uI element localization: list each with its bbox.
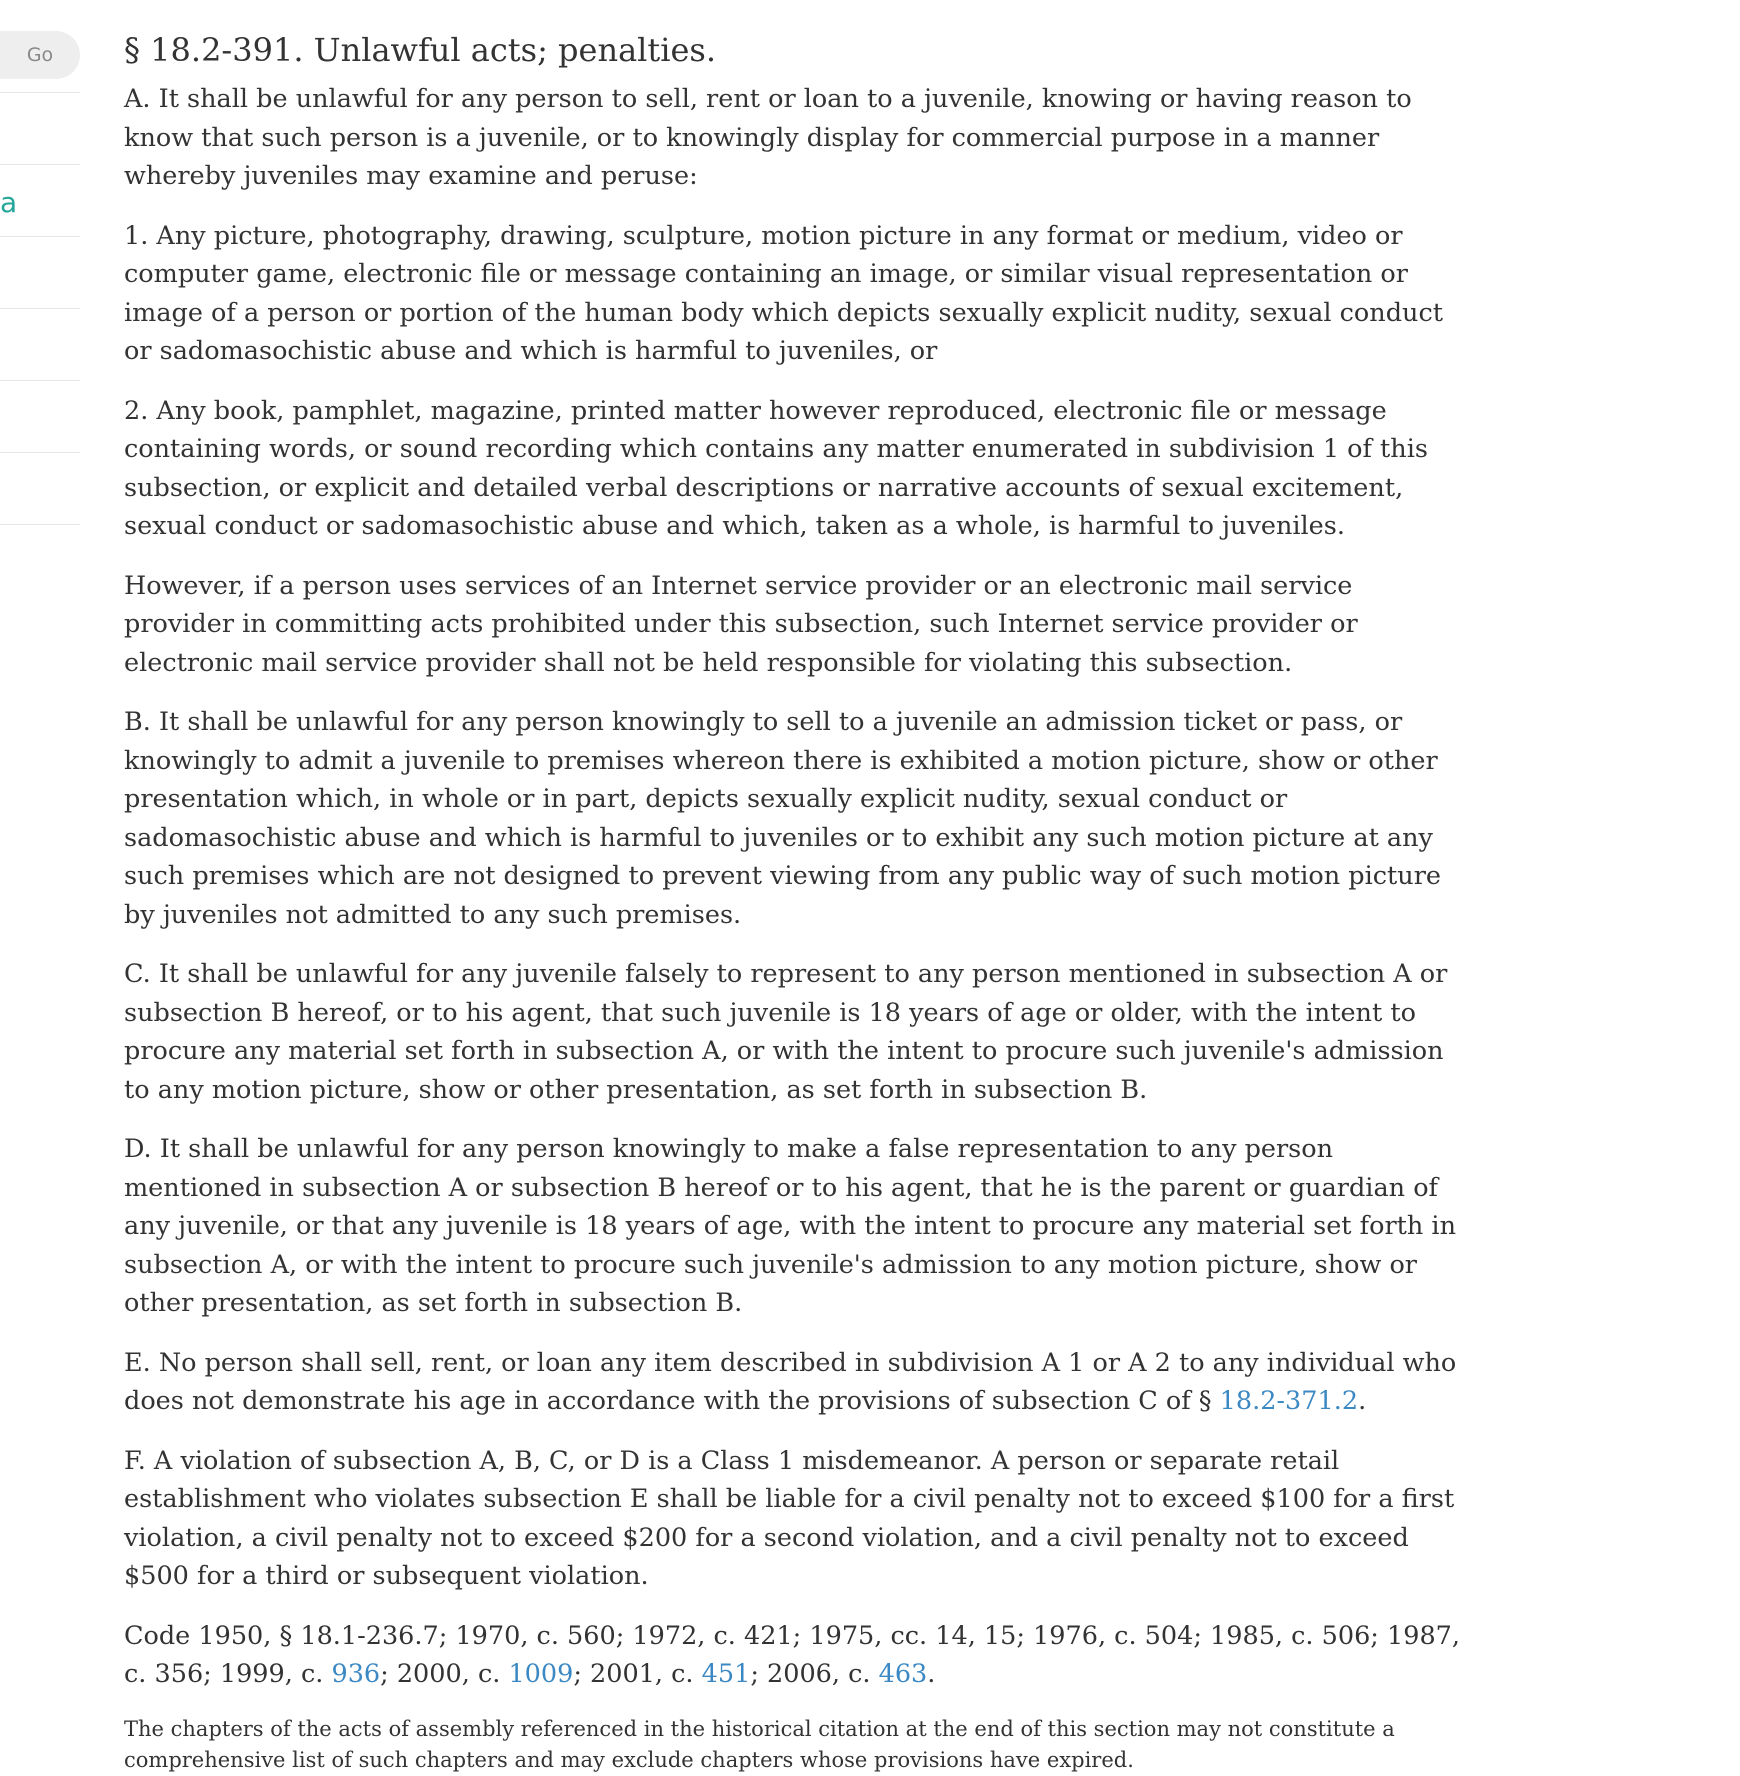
chapter-link-936[interactable]: 936 xyxy=(331,1659,381,1689)
chapter-link-1009[interactable]: 1009 xyxy=(508,1659,574,1689)
sidebar-divider xyxy=(0,380,80,381)
subsection-a: A. It shall be unlawful for any person to sell, rent or loan to a juvenile, knowing or having reason to know that such person is a juvenile, or to knowingly display for commercial purpose in a manner whereby juveniles may examine and peruse: xyxy=(124,84,1412,191)
history-text: . xyxy=(927,1659,936,1689)
sidebar-divider xyxy=(0,92,80,93)
section-link-18-2-371-2[interactable]: 18.2-371.2 xyxy=(1219,1386,1359,1416)
history-note: The chapters of the acts of assembly referenced in the historical citation at the end of this section may not constitute a comprehensive list of such chapters and may exclude chapters whose provisions have expired. xyxy=(124,1716,1395,1772)
subdivision-a2: 2. Any book, pamphlet, magazine, printed matter however reproduced, electronic file or message containing words, or sound recording which contains any matter enumerated in subdivision 1 of this subsection, or explicit and detailed verbal descriptions or narrative accounts of sexual excitement, sexual conduct or sadomasochistic abuse and which, taken as a whole, is harmful to juveniles. xyxy=(124,395,1428,541)
subdivision-a1: 1. Any picture, photography, drawing, sculpture, motion picture in any format or medium, video or computer game, electronic file or message containing an image, or similar visual representation or image of a person or portion of the human body which depicts sexually explicit nudity, sexual conduct or sadomasochistic abuse and which is harmful to juveniles, or xyxy=(124,220,1443,366)
sidebar-divider xyxy=(0,236,80,237)
sidebar-divider xyxy=(0,524,80,525)
section-content xyxy=(124,26,1464,1776)
sidebar-divider xyxy=(0,308,80,309)
sidebar-divider xyxy=(0,164,80,165)
chapter-link-463[interactable]: 463 xyxy=(878,1659,928,1689)
subsection-b: B. It shall be unlawful for any person knowingly to sell to a juvenile an admission ticket or pass, or knowingly to admit a juvenile to premises whereon there is exhibited a motion picture, show or other presentation which, in whole or in part, depicts sexually explicit nudity, sexual conduct or sadomasochistic abuse and which is harmful to juveniles or to exhibit any such motion picture at any such premises which are not designed to prevent viewing from any public way of such motion picture by juveniles not admitted to any such premises. xyxy=(124,707,1442,930)
history-text: ; 2000, c. xyxy=(380,1659,509,1689)
history-text: ; 2006, c. xyxy=(750,1659,879,1689)
subsection-d: D. It shall be unlawful for any person knowingly to make a false representation to any person mentioned in subsection A or subsection B hereof or to his agent, that he is the parent or guardian of any juvenile, or that any juvenile is 18 years of age, with the intent to procure any material set forth in subsection A, or with the intent to procure such juvenile's admission to any motion picture, show or other presentation, as set forth in subsection B. xyxy=(124,1134,1456,1318)
history-text: Code 1950, § 18.1-236.7; 1970, c. 560; 1972, c. 421; 1975, cc. 14, 15; 1976, c. 504; 1985, c. 506; 1987, c. 356; 1999, c. xyxy=(124,1620,1460,1689)
subsection-e-end: . xyxy=(1358,1386,1367,1416)
subsection-c: C. It shall be unlawful for any juvenile falsely to represent to any person mentioned in subsection A or subsection B hereof, or to his agent, that such juvenile is 18 years of age or older, with the intent to procure any material set forth in subsection A, or with the intent to procure such juvenile's admission to any motion picture, show or other presentation, as set forth in subsection B. xyxy=(124,959,1448,1105)
go-button[interactable]: Go xyxy=(0,31,80,79)
chapter-link-451[interactable]: 451 xyxy=(701,1659,751,1689)
history-text: ; 2001, c. xyxy=(573,1659,702,1689)
sidebar-divider xyxy=(0,452,80,453)
sidebar xyxy=(0,0,80,540)
isp-exemption: However, if a person uses services of an Internet service provider or an electronic mail service provider in committing acts prohibited under this subsection, such Internet service provider or electronic mail service provider shall not be held responsible for violating this subsection. xyxy=(124,570,1358,678)
history-citation xyxy=(124,1617,1464,1694)
sidebar-link[interactable]: a xyxy=(0,186,18,219)
section-title: § 18.2-391. Unlawful acts; penalties. xyxy=(124,31,716,69)
subsection-e xyxy=(124,1344,1464,1421)
subsection-f: F. A violation of subsection A, B, C, or D is a Class 1 misdemeanor. A person or separate retail establishment who violates subsection E shall be liable for a civil penalty not to exceed $100 for a first violation, a civil penalty not to exceed $200 for a second violation, and a civil penalty not to exceed $500 for a third or subsequent violation. xyxy=(124,1445,1455,1591)
subsection-e-text: E. No person shall sell, rent, or loan any item described in subdivision A 1 or A 2 to any individual who does not demonstrate his age in accordance with the provisions of subsection C of § xyxy=(124,1347,1457,1416)
